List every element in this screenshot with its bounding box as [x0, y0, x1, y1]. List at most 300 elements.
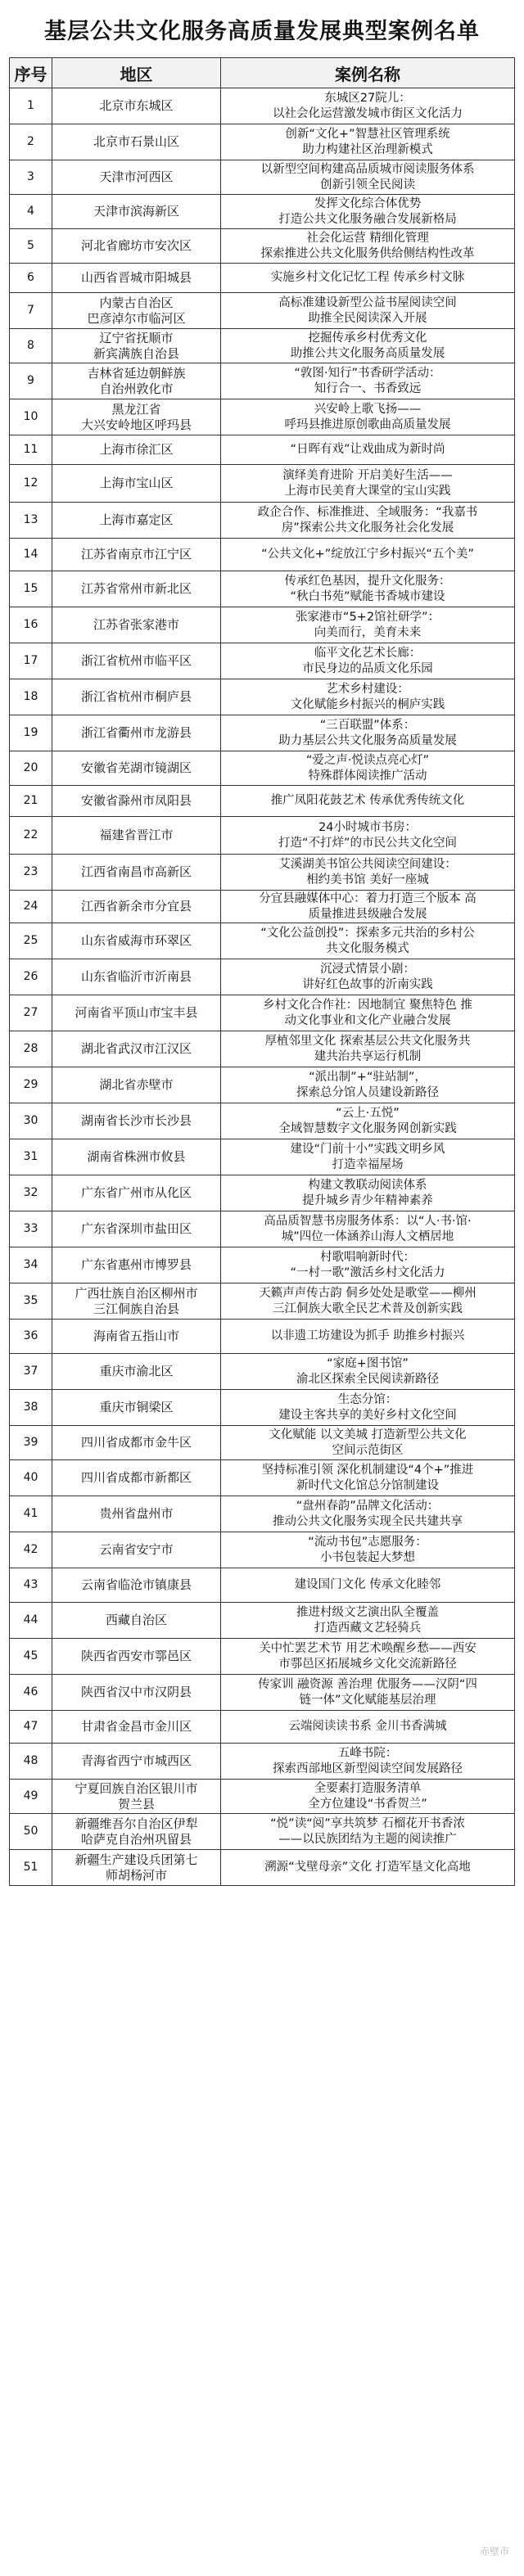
row-region	[52, 124, 221, 160]
case-line: “派出制”+“驻站制”，	[309, 1070, 427, 1084]
row-region	[52, 1103, 221, 1139]
case-line: 相约美书馆 美好一座城	[306, 873, 429, 886]
case-line: 上海市民美育大课堂的宝山实践	[284, 484, 451, 498]
region-line: 云南省安宁市	[99, 1542, 174, 1557]
region-line: 四川省成都市金牛区	[80, 1435, 192, 1450]
case-line: 打造公共文化服务融合发展新格局	[278, 212, 457, 226]
table-row	[10, 786, 515, 817]
row-number: 27	[10, 995, 52, 1031]
case-line: 坚持标准引领 深化机制建设“4个+”推进	[261, 1463, 474, 1477]
row-case-name	[221, 786, 515, 817]
row-number: 14	[10, 539, 52, 571]
row-number: 7	[10, 293, 52, 329]
table-row	[10, 124, 515, 160]
case-line: 艾溪湖美书馆公共阅读空间建设：	[278, 857, 457, 871]
case-line: 沉浸式情景小剧：	[320, 962, 415, 976]
row-case-name	[221, 607, 515, 643]
region-line: 山东省威海市环翠区	[80, 933, 192, 948]
region-line: 陕西省汉中市汉阴县	[80, 1685, 192, 1699]
case-line: 三江侗族大歌全民艺术普及创新实践	[273, 1302, 463, 1315]
table-row	[10, 891, 515, 923]
case-line: 发挥文化综合体优势	[314, 196, 422, 210]
case-line: 兴安岭上歌飞扬——	[314, 402, 422, 416]
case-line: 溯源“戈壁母亲”文化 打造军垦文化高地	[264, 1861, 471, 1874]
case-line: 知行合一、书香致远	[314, 381, 422, 395]
case-line: 链一体”文化赋能基层治理	[299, 1693, 436, 1707]
row-number: 42	[10, 1532, 52, 1568]
region-line: 西藏自治区	[105, 1613, 167, 1627]
case-line: 高品质智慧书房服务体系：以“人·书·馆·	[264, 1214, 472, 1228]
row-number: 39	[10, 1426, 52, 1460]
table-row	[10, 503, 515, 539]
row-number: 44	[10, 1603, 52, 1639]
case-line: ——以民族团结为主题的阅读推广	[278, 1832, 457, 1846]
case-line: 天籁声声传古韵 侗乡处处是歌堂——柳州	[259, 1286, 477, 1300]
case-line: 市民身边的品质文化乐园	[302, 661, 433, 675]
row-case-name	[221, 264, 515, 293]
row-region	[52, 1067, 221, 1103]
case-line: 打造“不打烊”的市民公共文化空间	[278, 836, 458, 850]
row-region	[52, 1780, 221, 1814]
row-number: 47	[10, 1711, 52, 1744]
table-row	[10, 264, 515, 293]
row-case-name	[221, 1744, 515, 1780]
row-region	[52, 1426, 221, 1460]
case-line: 全域智慧数字文化服务网创新实践	[278, 1121, 457, 1135]
region-line: 湖北省武汉市江汉区	[80, 1041, 192, 1056]
region-line: 云南省临沧市镇康县	[80, 1577, 192, 1592]
case-line: 打造西藏文艺轻骑兵	[314, 1621, 422, 1635]
row-region	[52, 959, 221, 995]
row-case-name	[221, 1675, 515, 1711]
row-case-name	[221, 1390, 515, 1426]
table-row	[10, 293, 515, 329]
case-line: 艺术乡村建设：	[326, 682, 409, 696]
row-case-name	[221, 1139, 515, 1175]
region-line: 湖北省赤壁市	[99, 1077, 174, 1092]
row-region	[52, 1460, 221, 1496]
case-line: 打造幸福屋场	[332, 1157, 404, 1171]
row-number: 20	[10, 751, 52, 786]
case-line: 创新“文化+”智慧社区管理系统	[285, 127, 450, 141]
table-row	[10, 679, 515, 715]
row-case-name	[221, 1247, 515, 1283]
row-number: 16	[10, 607, 52, 643]
table-row	[10, 329, 515, 363]
row-number: 26	[10, 959, 52, 995]
row-region	[52, 503, 221, 539]
table-row	[10, 959, 515, 995]
table-row	[10, 571, 515, 607]
row-number: 18	[10, 679, 52, 715]
table-row	[10, 1496, 515, 1532]
region-line: 大兴安岭地区呼玛县	[80, 417, 192, 432]
row-case-name	[221, 1354, 515, 1390]
case-list-table	[9, 57, 515, 1886]
table-row	[10, 1780, 515, 1814]
region-line: 湖南省株洲市攸县	[87, 1149, 186, 1164]
row-region	[52, 855, 221, 891]
region-line: 湖南省长沙市长沙县	[80, 1113, 192, 1128]
case-line: 传承红色基因，提升文化服务：	[284, 574, 451, 588]
row-number: 38	[10, 1390, 52, 1426]
row-number: 4	[10, 195, 52, 229]
case-line: 推广凤阳花鼓艺术 传承优秀传统文化	[270, 794, 465, 807]
row-case-name	[221, 1639, 515, 1675]
region-line: 三江侗族自治县	[93, 1301, 179, 1316]
case-line: 东城区27院儿：	[324, 91, 411, 105]
case-line: 高标准建设新型公益书屋阅读空间	[278, 295, 457, 309]
row-number: 21	[10, 786, 52, 817]
row-number: 37	[10, 1354, 52, 1390]
row-region	[52, 88, 221, 124]
region-line: 江苏省张家港市	[93, 617, 179, 632]
case-line: 呼玛县推进原创歌曲高质量发展	[284, 417, 451, 431]
region-line: 贵州省盘州市	[99, 1506, 174, 1521]
region-line: 浙江省杭州市临平区	[80, 653, 192, 668]
case-line: “云上·五悦”	[336, 1106, 400, 1120]
case-line: 分宜县融媒体中心：着力打造三个版本 高	[259, 891, 477, 905]
table-row	[10, 1320, 515, 1354]
row-region	[52, 1247, 221, 1283]
region-line: 海南省五指山市	[93, 1329, 179, 1343]
row-region	[52, 1568, 221, 1603]
case-line: “悦”读“阅”享共筑梦 石榴花开书香浓	[270, 1816, 465, 1830]
region-line: 上海市徐汇区	[99, 442, 174, 457]
case-line: 云端阅读读书系 金川书香满城	[288, 1720, 447, 1733]
row-region	[52, 1711, 221, 1744]
table-row	[10, 1103, 515, 1139]
region-line: 宁夏回族自治区银川市	[75, 1780, 198, 1796]
row-case-name	[221, 503, 515, 539]
table-row	[10, 751, 515, 786]
case-line: 探索总分馆人员建设新路径	[296, 1085, 439, 1099]
region-line: 辽宁省抚顺市	[99, 330, 174, 345]
row-number: 36	[10, 1320, 52, 1354]
row-case-name	[221, 571, 515, 607]
row-region	[52, 160, 221, 195]
row-case-name	[221, 1320, 515, 1354]
row-region	[52, 1639, 221, 1675]
case-line: 政企合作、标准推进、全域服务：“我嘉书	[257, 505, 478, 519]
table-row	[10, 1211, 515, 1247]
row-case-name	[221, 1711, 515, 1744]
table-row	[10, 363, 515, 399]
row-region	[52, 195, 221, 229]
case-line: “敦图·知行”书香研学活动：	[294, 366, 441, 380]
region-line: 自治州敦化市	[99, 381, 174, 396]
table-body	[10, 88, 515, 1886]
row-region	[52, 571, 221, 607]
table-row	[10, 1850, 515, 1886]
row-case-name	[221, 1426, 515, 1460]
case-line: 特殊群体阅读推广活动	[308, 769, 427, 783]
case-line: 社会化运营 精细化管理	[306, 231, 429, 245]
region-line: 安徽省芜湖市镜湖区	[80, 760, 192, 775]
row-number: 35	[10, 1283, 52, 1320]
region-line: 天津市河西区	[99, 169, 174, 184]
case-line: “秋白书苑”赋能书香城市建设	[290, 589, 445, 603]
row-region	[52, 891, 221, 923]
row-number: 1	[10, 88, 52, 124]
row-number: 41	[10, 1496, 52, 1532]
row-number: 11	[10, 435, 52, 465]
case-line: 实施乡村文化记忆工程 传承乡村文脉	[270, 271, 465, 284]
table-row	[10, 1247, 515, 1283]
table-row	[10, 1603, 515, 1639]
row-case-name	[221, 995, 515, 1031]
row-region	[52, 1283, 221, 1320]
case-line: 推进村级文艺演出队全覆盖	[296, 1605, 439, 1619]
case-line: 建设主客共享的美好乡村文化空间	[278, 1408, 457, 1422]
row-number: 17	[10, 643, 52, 679]
table-row	[10, 1139, 515, 1175]
table-row	[10, 923, 515, 959]
case-line: 助力构建社区治理新模式	[302, 142, 433, 156]
row-number: 29	[10, 1067, 52, 1103]
case-line: 挖掘传承乡村优秀文化	[308, 331, 427, 345]
case-line: “盘州春韵”品牌文化活动：	[296, 1499, 440, 1513]
case-line: 助力基层公共文化服务高质量发展	[278, 733, 457, 747]
row-case-name	[221, 923, 515, 959]
row-case-name	[221, 1460, 515, 1496]
row-region	[52, 363, 221, 399]
case-line: 小书包装起大梦想	[320, 1550, 415, 1564]
region-line: 甘肃省金昌市金川区	[80, 1719, 192, 1734]
row-region	[52, 643, 221, 679]
case-line: “家庭+图书馆”	[327, 1356, 409, 1370]
table-row	[10, 607, 515, 643]
row-case-name	[221, 1496, 515, 1532]
row-case-name	[221, 229, 515, 264]
region-line: 哈萨克自治州巩留县	[80, 1831, 192, 1847]
case-line: “公共文化+”绽放江宁乡村振兴“五个美”	[261, 548, 474, 561]
case-line: 创新引领全民阅读	[320, 178, 415, 192]
case-line: 房”探索公共文化服务社会化发展	[281, 521, 454, 535]
region-line: 山西省晋城市阳城县	[80, 270, 192, 285]
row-region	[52, 1496, 221, 1532]
region-line: 浙江省杭州市桐庐县	[80, 689, 192, 704]
case-line: 乡村文化合作社：因地制宜 聚焦特色 推	[263, 998, 472, 1012]
row-case-name	[221, 643, 515, 679]
table-row	[10, 1031, 515, 1067]
row-region	[52, 1850, 221, 1886]
region-line: 内蒙古自治区	[99, 295, 174, 310]
table-row	[10, 229, 515, 264]
table-row	[10, 435, 515, 465]
table-row	[10, 1639, 515, 1675]
region-line: 福建省晋江市	[99, 828, 174, 842]
row-number: 43	[10, 1568, 52, 1603]
case-line: 共文化服务模式	[326, 941, 409, 955]
region-line: 安徽省滁州市凤阳县	[80, 793, 192, 808]
region-line: 黑龙江省	[111, 401, 161, 417]
case-line: 空间示范街区	[332, 1443, 404, 1457]
row-region	[52, 1744, 221, 1780]
case-line: 构建文教联动阅读体系	[308, 1178, 427, 1192]
table-row	[10, 1283, 515, 1320]
case-line: 张家港市“5+2馆社研学”：	[295, 610, 440, 624]
region-line: 北京市东城区	[99, 98, 174, 113]
table-row	[10, 817, 515, 855]
row-number: 45	[10, 1639, 52, 1675]
row-number: 10	[10, 399, 52, 435]
table-row	[10, 1460, 515, 1496]
row-case-name	[221, 959, 515, 995]
row-case-name	[221, 124, 515, 160]
row-case-name	[221, 679, 515, 715]
row-region	[52, 1390, 221, 1426]
row-number: 48	[10, 1744, 52, 1780]
row-region	[52, 399, 221, 435]
case-line: 演绎美育进阶 开启美好生活——	[282, 468, 453, 482]
case-line: 以新型空间构建高品质城市阅读服务体系	[260, 162, 475, 176]
row-case-name	[221, 1603, 515, 1639]
row-number: 23	[10, 855, 52, 891]
header-num: 序号	[10, 58, 52, 88]
row-number: 51	[10, 1850, 52, 1886]
case-line: 探索西部地区新型阅读空间发展路径	[273, 1762, 463, 1775]
region-line: 广东省惠州市博罗县	[80, 1257, 192, 1272]
row-case-name	[221, 817, 515, 855]
case-line: “爱之声·悦读点亮心灯”	[305, 753, 430, 767]
case-line: “文化公益创投”：探索多元共治的乡村公	[260, 926, 475, 940]
row-case-name	[221, 1067, 515, 1103]
row-number: 8	[10, 329, 52, 363]
region-line: 浙江省衢州市龙游县	[80, 725, 192, 740]
row-case-name	[221, 1780, 515, 1814]
row-case-name	[221, 539, 515, 571]
row-region	[52, 607, 221, 643]
case-line: 动文化事业和文化产业融合发展	[284, 1013, 451, 1027]
row-region	[52, 1320, 221, 1354]
row-case-name	[221, 1103, 515, 1139]
region-line: 上海市嘉定区	[99, 512, 174, 527]
table-row	[10, 643, 515, 679]
table-row-highlighted	[10, 1067, 515, 1103]
region-line: 北京市石景山区	[93, 134, 179, 149]
case-line: 24小时城市书房：	[318, 820, 417, 834]
table-row	[10, 855, 515, 891]
case-line: 探索推进公共文化服务供给侧结构性改革	[260, 246, 475, 260]
table-row	[10, 1568, 515, 1603]
region-line: 新疆生产建设兵团第七	[75, 1852, 198, 1867]
table-row	[10, 1675, 515, 1711]
region-line: 山东省临沂市沂南县	[80, 969, 192, 984]
region-line: 江苏省南京市江宁区	[80, 547, 192, 562]
case-line: 建设国门文化 传承文化睦邻	[294, 1578, 441, 1591]
row-case-name	[221, 1532, 515, 1568]
case-line: 全方位建设“书香贺兰”	[308, 1797, 427, 1811]
case-line: 推动公共文化服务实现全民共建共享	[273, 1514, 463, 1528]
row-case-name	[221, 1211, 515, 1247]
row-number: 9	[10, 363, 52, 399]
case-line: 助推全民阅读深入开展	[308, 311, 427, 325]
row-number: 33	[10, 1211, 52, 1247]
row-region	[52, 465, 221, 503]
header-case: 案例名称	[221, 58, 515, 88]
row-region	[52, 817, 221, 855]
table-row	[10, 1814, 515, 1850]
table-row	[10, 1175, 515, 1211]
row-number: 3	[10, 160, 52, 195]
row-number: 2	[10, 124, 52, 160]
row-number: 12	[10, 465, 52, 503]
region-line: 师胡杨河市	[105, 1867, 167, 1883]
row-region	[52, 1175, 221, 1211]
table-row	[10, 1426, 515, 1460]
case-line: 质量推进县级融合发展	[308, 907, 427, 921]
table-row	[10, 1354, 515, 1390]
row-case-name	[221, 435, 515, 465]
table-row	[10, 1711, 515, 1744]
region-line: 贺兰县	[117, 1796, 155, 1811]
table-row	[10, 1390, 515, 1426]
row-number: 40	[10, 1460, 52, 1496]
region-line: 巴彦淖尔市临河区	[87, 310, 186, 326]
row-number: 30	[10, 1103, 52, 1139]
region-line: 四川省成都市新都区	[80, 1470, 192, 1485]
case-line: 关中忙罢艺术节 用艺术唤醒乡愁——西安	[259, 1641, 477, 1655]
row-case-name	[221, 891, 515, 923]
row-region	[52, 1532, 221, 1568]
case-line: “日晖有戏”让戏曲成为新时尚	[290, 443, 445, 456]
case-line: 传家训 融资源 善治理 优服务——汉阴“四	[258, 1677, 477, 1691]
row-number: 46	[10, 1675, 52, 1711]
case-line: 厚植邻里文化 探索基层公共文化服务共	[264, 1034, 471, 1048]
row-region	[52, 995, 221, 1031]
row-number: 24	[10, 891, 52, 923]
row-number: 50	[10, 1814, 52, 1850]
row-region	[52, 539, 221, 571]
row-number: 34	[10, 1247, 52, 1283]
row-case-name	[221, 399, 515, 435]
row-region	[52, 435, 221, 465]
row-region	[52, 264, 221, 293]
table-row	[10, 399, 515, 435]
case-line: 提升城乡青少年精神素养	[302, 1193, 433, 1207]
case-line: 建共治共享运行机制	[314, 1049, 422, 1063]
table-row	[10, 1744, 515, 1780]
row-region	[52, 329, 221, 363]
region-line: 重庆市渝北区	[99, 1364, 174, 1378]
row-region	[52, 229, 221, 264]
region-line: 陕西省西安市鄠邑区	[80, 1649, 192, 1663]
watermark: 赤壁市	[479, 2546, 509, 2557]
case-line: “一村一歌”激活乡村文化活力	[290, 1265, 445, 1279]
region-line: 河南省平顶山市宝丰县	[75, 1005, 198, 1020]
row-region	[52, 786, 221, 817]
row-region	[52, 1675, 221, 1711]
row-number: 22	[10, 817, 52, 855]
case-line: “三百联盟”体系：	[319, 718, 416, 732]
region-line: 广东省广州市从化区	[80, 1185, 192, 1200]
region-line: 江苏省常州市新北区	[80, 581, 192, 596]
table-row	[10, 88, 515, 124]
row-case-name	[221, 329, 515, 363]
row-region	[52, 751, 221, 786]
region-line: 江西省新余市分宜县	[80, 899, 192, 914]
row-region	[52, 1603, 221, 1639]
row-case-name	[221, 465, 515, 503]
row-region	[52, 1814, 221, 1850]
row-number: 13	[10, 503, 52, 539]
region-line: 天津市滨海新区	[93, 204, 179, 219]
case-line: 城”四位一体涵养山海人文栖居地	[281, 1229, 454, 1243]
row-number: 31	[10, 1139, 52, 1175]
region-line: 吉林省延边朝鲜族	[87, 365, 186, 381]
header-region: 地区	[52, 58, 221, 88]
